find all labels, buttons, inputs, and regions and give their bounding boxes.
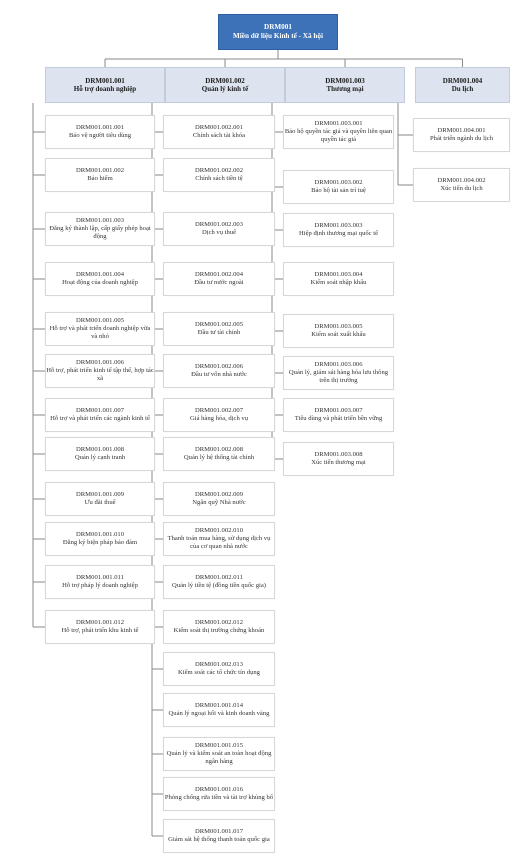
leaf-node xyxy=(163,262,275,296)
leaf-label: Hỗ trợ, phát triển khu kinh tế xyxy=(61,627,139,634)
leaf-label: Đầu tư tài chính xyxy=(197,329,241,336)
category-node xyxy=(165,67,285,103)
leaf-node xyxy=(163,115,275,149)
category-code: DRM001.004 xyxy=(442,76,483,85)
leaf-node xyxy=(45,482,155,516)
leaf-node xyxy=(283,213,394,247)
category-code: DRM001.003 xyxy=(325,76,365,85)
leaf-node xyxy=(163,398,275,432)
leaf-code: DRM001.002.009 xyxy=(195,491,243,499)
leaf-code: DRM001.004.002 xyxy=(437,177,486,185)
leaf-code: DRM001.001.015 xyxy=(195,742,243,750)
leaf-code: DRM001.002.005 xyxy=(195,321,243,329)
leaf-node xyxy=(283,442,394,476)
leaf-code: DRM001.002.010 xyxy=(195,527,243,535)
leaf-code: DRM001.002.012 xyxy=(195,619,243,627)
leaf-code: DRM001.001.004 xyxy=(76,271,124,279)
leaf-label: Ưu đãi thuế xyxy=(84,499,116,506)
leaf-code: DRM001.003.001 xyxy=(314,120,363,128)
leaf-label: Ngân quỹ Nhà nước xyxy=(192,499,246,506)
leaf-label: Kiểm soát thị trường chứng khoán xyxy=(173,627,265,634)
leaf-node xyxy=(45,354,155,388)
leaf-code: DRM001.001.016 xyxy=(195,786,243,794)
leaf-node xyxy=(163,819,275,853)
leaf-node xyxy=(163,312,275,346)
leaf-node xyxy=(45,115,155,149)
leaf-code: DRM001.003.005 xyxy=(314,323,363,331)
leaf-code: DRM001.003.006 xyxy=(314,361,363,369)
leaf-label: Quản lý tiền tệ (đồng tiền quốc gia) xyxy=(172,582,266,589)
leaf-node xyxy=(283,356,394,390)
leaf-node xyxy=(283,398,394,432)
leaf-label: Bảo hộ quyền tác giả và quyền liên quan quyền tác giả xyxy=(284,128,393,143)
leaf-label: Bảo hộ tài sản trí tuệ xyxy=(311,187,366,194)
leaf-code: DRM001.002.003 xyxy=(195,221,243,229)
leaf-node xyxy=(163,212,275,246)
root-code: DRM001 xyxy=(264,23,292,32)
leaf-code: DRM001.001.005 xyxy=(76,317,124,325)
leaf-code: DRM001.002.008 xyxy=(195,446,243,454)
category-code: DRM001.002 xyxy=(205,76,245,85)
leaf-node xyxy=(163,354,275,388)
leaf-node xyxy=(283,262,394,296)
category-node xyxy=(45,67,165,103)
leaf-label: Giám sát hệ thống thanh toán quốc gia xyxy=(168,836,270,843)
leaf-label: Thanh toán mua hàng, sử dụng dịch vụ của cơ quan nhà nước xyxy=(167,535,271,550)
category-label: Thương mại xyxy=(326,85,364,93)
leaf-code: DRM001.002.011 xyxy=(195,574,243,582)
leaf-code: DRM001.002.002 xyxy=(195,167,243,175)
leaf-code: DRM001.004.001 xyxy=(437,127,486,135)
leaf-node xyxy=(413,168,510,202)
leaf-node xyxy=(163,652,275,686)
leaf-label: Đầu tư vốn nhà nước xyxy=(191,371,247,378)
leaf-node xyxy=(283,170,394,204)
leaf-node xyxy=(163,737,275,771)
leaf-label: Kiểm soát các tổ chức tín dụng xyxy=(178,669,260,676)
leaf-code: DRM001.001.001 xyxy=(76,124,124,132)
leaf-label: Quản lý cạnh tranh xyxy=(74,454,126,461)
category-label: Hỗ trợ doanh nghiệp xyxy=(73,85,137,93)
leaf-node xyxy=(413,118,510,152)
leaf-label: Quản lý hệ thống tài chính xyxy=(183,454,255,461)
leaf-node xyxy=(163,482,275,516)
leaf-node xyxy=(163,610,275,644)
leaf-label: Giá hàng hóa, dịch vụ xyxy=(189,415,249,422)
root-node xyxy=(218,14,338,50)
leaf-node xyxy=(45,312,155,346)
leaf-label: Phát triển ngành du lịch xyxy=(430,135,493,142)
leaf-code: DRM001.002.004 xyxy=(195,271,243,279)
leaf-label: Quản lý, giám sát hàng hóa lưu thông trên thị trường xyxy=(288,369,389,384)
leaf-code: DRM001.001.012 xyxy=(76,619,124,627)
category-code: DRM001.001 xyxy=(85,76,125,85)
leaf-code: DRM001.002.001 xyxy=(195,124,243,132)
leaf-node xyxy=(45,212,155,246)
leaf-label: Hỗ trợ và phát triển các ngành kinh tế xyxy=(50,415,150,422)
leaf-label: Đầu tư nước ngoài xyxy=(194,279,244,286)
leaf-node xyxy=(45,158,155,192)
leaf-label: Dịch vụ thuế xyxy=(201,229,237,236)
leaf-node xyxy=(45,522,155,556)
leaf-code: DRM001.002.013 xyxy=(195,661,243,669)
leaf-node xyxy=(45,398,155,432)
leaf-code: DRM001.003.004 xyxy=(314,271,363,279)
leaf-label: Hiệp định thương mại quốc tế xyxy=(298,230,379,237)
leaf-code: DRM001.001.006 xyxy=(76,359,124,367)
leaf-code: DRM001.003.008 xyxy=(314,451,363,459)
leaf-node xyxy=(283,115,394,149)
leaf-label: Xúc tiến thương mại xyxy=(311,459,366,466)
leaf-label: Phòng chống rửa tiền và tài trợ khủng bố xyxy=(164,794,274,801)
leaf-label: Hỗ trợ pháp lý doanh nghiệp xyxy=(62,582,138,589)
leaf-node xyxy=(45,437,155,471)
leaf-node xyxy=(45,262,155,296)
root-label: Miền dữ liệu Kinh tế - Xã hội xyxy=(233,32,323,40)
leaf-node xyxy=(163,777,275,811)
category-node xyxy=(415,67,510,103)
leaf-label: Bảo vệ người tiêu dùng xyxy=(69,132,131,139)
leaf-code: DRM001.003.003 xyxy=(314,222,363,230)
leaf-code: DRM001.001.011 xyxy=(76,574,124,582)
leaf-node xyxy=(163,693,275,727)
leaf-code: DRM001.001.017 xyxy=(195,828,243,836)
leaf-code: DRM001.001.014 xyxy=(195,702,243,710)
leaf-label: Chính sách tiền tệ xyxy=(195,175,243,182)
leaf-node xyxy=(283,314,394,348)
leaf-label: Chính sách tài khóa xyxy=(192,132,246,139)
leaf-label: Xúc tiến du lịch xyxy=(440,185,483,192)
leaf-code: DRM001.001.003 xyxy=(76,217,124,225)
leaf-label: Hỗ trợ và phát triển doanh nghiệp vừa và nhỏ xyxy=(49,325,151,340)
leaf-label: Hoạt động của doanh nghiệp xyxy=(62,279,138,286)
leaf-node xyxy=(163,565,275,599)
leaf-label: Kiểm soát xuất khẩu xyxy=(311,331,366,338)
leaf-node xyxy=(45,610,155,644)
leaf-code: DRM001.001.007 xyxy=(76,407,124,415)
leaf-code: DRM001.003.002 xyxy=(314,179,363,187)
leaf-label: Kiểm soát nhập khẩu xyxy=(310,279,367,286)
leaf-code: DRM001.001.008 xyxy=(76,446,124,454)
leaf-code: DRM001.001.009 xyxy=(76,491,124,499)
leaf-node xyxy=(163,522,275,556)
leaf-code: DRM001.001.002 xyxy=(76,167,124,175)
leaf-code: DRM001.001.010 xyxy=(76,531,124,539)
leaf-label: Hỗ trợ, phát triển kinh tế tập thể, hợp tác xã xyxy=(46,367,154,382)
category-label: Du lịch xyxy=(451,85,474,93)
leaf-node xyxy=(45,565,155,599)
leaf-code: DRM001.002.007 xyxy=(195,407,243,415)
leaf-label: Đăng ký biện pháp bảo đảm xyxy=(62,539,138,546)
leaf-label: Quản lý ngoại hối và kinh doanh vàng xyxy=(168,710,270,717)
category-label: Quản lý kinh tế xyxy=(201,85,249,93)
leaf-label: Quản lý và kiểm soát an toàn hoạt động ngân hàng xyxy=(166,750,272,765)
leaf-node xyxy=(163,158,275,192)
leaf-node xyxy=(163,437,275,471)
category-node xyxy=(285,67,405,103)
leaf-label: Bảo hiểm xyxy=(87,175,113,182)
leaf-code: DRM001.003.007 xyxy=(314,407,363,415)
leaf-code: DRM001.002.006 xyxy=(195,363,243,371)
leaf-label: Tiêu dùng và phát triển bền vững xyxy=(294,415,383,422)
leaf-label: Đăng ký thành lập, cấp giấy phép hoạt động xyxy=(49,225,151,240)
